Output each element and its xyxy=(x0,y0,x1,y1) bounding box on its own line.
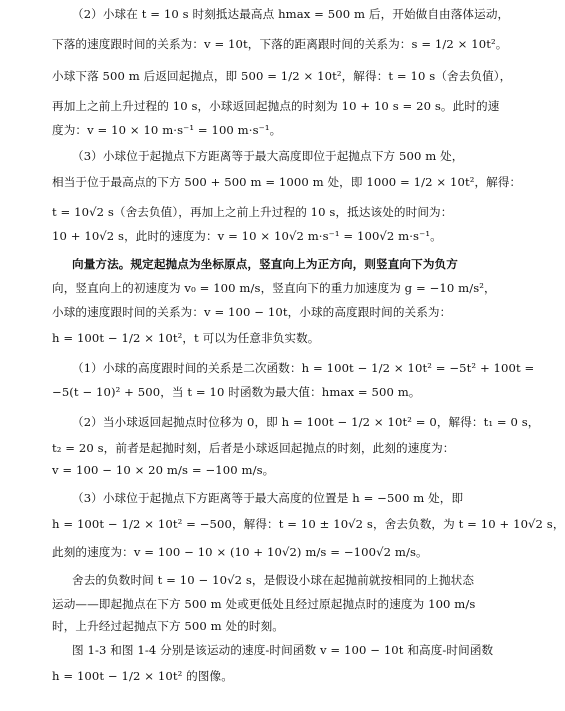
text-line: t = 10√2 s（舍去负值），再加上之前上升过程的 10 s，抵达该处的时间为： xyxy=(52,205,453,219)
text-line: 向，竖直向上的初速度为 v₀ = 100 m/s，竖直向下的重力加速度为 g = −10 m/s²， xyxy=(52,281,496,295)
text-line: 再加上之前上升过程的 10 s，小球返回起抛点的时刻为 10 + 10 s = 20 s。此时的速 xyxy=(52,99,500,113)
text-line: 时，上升经过起抛点下方 500 m 处的时刻。 xyxy=(52,619,284,633)
text-line: 图 1-3 和图 1-4 分别是该运动的速度-时间函数 v = 100 − 10t 和高度-时间函数 xyxy=(72,643,494,657)
text-line: h = 100t − 1/2 × 10t² 的图像。 xyxy=(52,669,233,683)
text-line: （2）当小球返回起抛点时位移为 0，即 h = 100t − 1/2 × 10t² = 0，解得：t₁ = 0 s， xyxy=(72,415,540,429)
text-line: （3）小球位于起抛点下方距离等于最大高度即位于起抛点下方 500 m 处， xyxy=(72,149,464,163)
text-line: t₂ = 20 s，前者是起抛时刻，后者是小球返回起抛点的时刻，此刻的速度为： xyxy=(52,441,455,455)
text-line: 相当于位于最高点的下方 500 + 500 m = 1000 m 处，即 1000 = 1/2 × 10t²，解得： xyxy=(52,175,522,189)
text-line: 此刻的速度为：v = 100 − 10 × (10 + 10√2) m/s = −100√2 m/s。 xyxy=(52,545,428,559)
text-line: 小球的速度跟时间的关系为：v = 100 − 10t，小球的高度跟时间的关系为： xyxy=(52,305,452,319)
text-line: （1）小球的高度跟时间的关系是二次函数：h = 100t − 1/2 × 10t² = −5t² + 100t = xyxy=(72,361,535,375)
text-line: （3）小球位于起抛点下方距离等于最大高度的位置是 h = −500 m 处，即 xyxy=(72,491,464,505)
text-line: −5(t − 10)² + 500，当 t = 10 时函数为最大值：hmax = 500 m。 xyxy=(52,385,421,399)
text-line: 舍去的负数时间 t = 10 − 10√2 s，是假设小球在起抛前就按相同的上抛状态 xyxy=(72,573,475,587)
section-heading-line: 向量方法。规定起抛点为坐标原点，竖直向上为正方向，则竖直向下为负方 xyxy=(72,257,458,271)
text-line: v = 100 − 10 × 20 m/s = −100 m/s。 xyxy=(52,463,275,477)
text-line: 运动——即起抛点在下方 500 m 处或更低处且经过原起抛点时的速度为 100 m/s xyxy=(52,597,476,611)
text-line: h = 100t − 1/2 × 10t² = −500，解得：t = 10 ± 10√2 s，舍去负数，为 t = 10 + 10√2 s， xyxy=(52,517,565,531)
text-line: 下落的速度跟时间的关系为：v = 10t，下落的距离跟时间的关系为：s = 1/2 × 10t²。 xyxy=(52,37,508,51)
text-line: 小球下落 500 m 后返回起抛点，即 500 = 1/2 × 10t²，解得：t = 10 s（舍去负值）， xyxy=(52,69,512,83)
text-line: h = 100t − 1/2 × 10t²，t 可以为任意非负实数。 xyxy=(52,331,320,345)
text-line: 度为：v = 10 × 10 m·s⁻¹ = 100 m·s⁻¹。 xyxy=(52,123,282,137)
text-line: （2）小球在 t = 10 s 时刻抵达最高点 hmax = 500 m 后，开始做自由落体运动， xyxy=(72,7,510,21)
text-line: 10 + 10√2 s，此时的速度为：v = 10 × 10√2 m·s⁻¹ = 100√2 m·s⁻¹。 xyxy=(52,229,442,243)
